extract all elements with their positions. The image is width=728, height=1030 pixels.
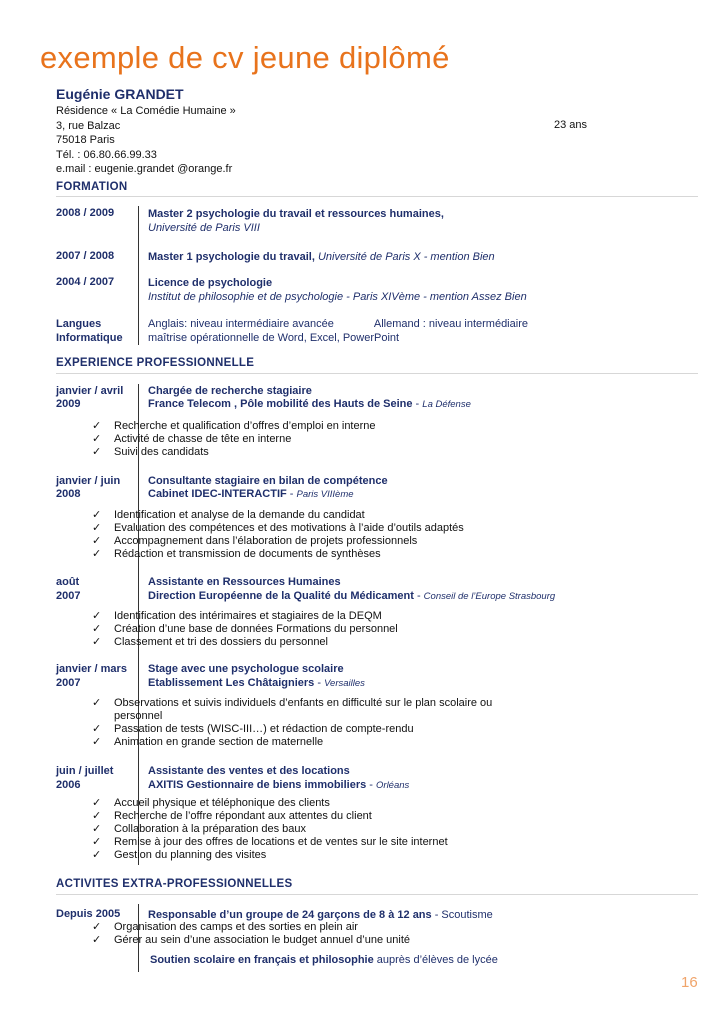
check-icon: ✓ xyxy=(92,836,102,848)
list-item: ✓ Organisation des camps et des sorties en plein air xyxy=(92,921,358,933)
check-icon: ✓ xyxy=(92,797,102,809)
check-icon: ✓ xyxy=(92,446,102,458)
list-item: ✓ Gestion du planning des visites xyxy=(92,849,267,861)
check-icon: ✓ xyxy=(92,509,102,521)
list-item: ✓ Création d’une base de données Formations du personnel xyxy=(92,623,398,635)
list-item: ✓ Recherche et qualification d’offres d’emploi en interne xyxy=(92,420,376,432)
list-item: ✓ Identification et analyse de la demande du candidat xyxy=(92,509,365,521)
check-icon: ✓ xyxy=(92,934,102,946)
list-item: ✓ Animation en grande section de maternelle xyxy=(92,736,324,748)
section-title-experience: EXPERIENCE PROFESSIONNELLE xyxy=(56,357,255,369)
experience-header: Assistante des ventes et des locations AXITIS Gestionnaire de biens immobiliers - Orléans xyxy=(148,765,410,791)
extra-role: Responsable d’un groupe de 24 garçons de 8 à 12 ans - Scoutisme xyxy=(148,909,493,921)
list-item: ✓ Collaboration à la préparation des baux xyxy=(92,823,307,835)
formation-date: 2004 / 2007 xyxy=(56,276,115,288)
list-item: ✓ Passation de tests (WISC-III…) et rédaction de compte-rendu xyxy=(92,723,414,735)
list-item: ✓ Suivi des candidats xyxy=(92,446,209,458)
formation-date: 2007 / 2008 xyxy=(56,250,115,262)
experience-header: Chargée de recherche stagiaire France Telecom , Pôle mobilité des Hauts de Seine - La Défense xyxy=(148,385,471,410)
contact-block xyxy=(56,104,236,177)
page-number: 16 xyxy=(681,974,698,991)
experience-period: janvier / mars 2007 xyxy=(56,663,127,689)
address-line-3: 75018 Paris xyxy=(56,134,115,146)
list-item: ✓ Activité de chasse de tête en interne xyxy=(92,433,292,445)
check-icon: ✓ xyxy=(92,433,102,445)
list-item-continuation: personnel xyxy=(114,710,163,722)
formation-detail: Master 2 psychologie du travail et ressources humaines, Université de Paris VIII xyxy=(148,208,444,234)
section-divider xyxy=(56,894,698,895)
formation-detail: Licence de psychologie Institut de philosophie et de psychologie - Paris XIVème - mention Assez Bien xyxy=(148,277,527,303)
soutien-scolaire: Soutien scolaire en français et philosophie auprès d’élèves de lycée xyxy=(150,954,498,966)
section-divider xyxy=(56,196,698,197)
list-item: ✓ Gérer au sein d’une association le budget annuel d’une unité xyxy=(92,934,410,946)
formation-detail: Master 1 psychologie du travail, Université de Paris X - mention Bien xyxy=(148,251,495,263)
list-item: ✓ Accueil physique et téléphonique des clients xyxy=(92,797,330,809)
check-icon: ✓ xyxy=(92,420,102,432)
page-title: exemple de cv jeune diplômé xyxy=(40,40,450,75)
experience-bullets xyxy=(92,420,376,459)
experience-bullets xyxy=(92,697,492,749)
check-icon: ✓ xyxy=(92,810,102,822)
list-item: ✓ Accompagnement dans l’élaboration de projets professionnels xyxy=(92,535,418,547)
experience-period: juin / juillet 2006 xyxy=(56,765,114,791)
experience-period: janvier / juin 2008 xyxy=(56,475,121,500)
check-icon: ✓ xyxy=(92,723,102,735)
list-item: ✓ Observations et suivis individuels d’enfants en difficulté sur le plan scolaire ou xyxy=(92,697,493,709)
candidate-name: Eugénie GRANDET xyxy=(56,86,184,102)
check-icon: ✓ xyxy=(92,823,102,835)
extra-period: Depuis 2005 xyxy=(56,908,121,920)
list-item: ✓ Remise à jour des offres de locations et de ventes sur le site internet xyxy=(92,836,448,848)
check-icon: ✓ xyxy=(92,921,102,933)
section-title-extra: ACTIVITES EXTRA-PROFESSIONNELLES xyxy=(56,878,293,890)
list-item: ✓ Rédaction et transmission de documents de synthèses xyxy=(92,548,381,560)
formation-date: 2008 / 2009 xyxy=(56,207,115,219)
check-icon: ✓ xyxy=(92,522,102,534)
address-line-2: 3, rue Balzac xyxy=(56,119,121,132)
section-divider xyxy=(56,373,698,374)
experience-period: janvier / avril 2009 xyxy=(56,385,124,410)
age: 23 ans xyxy=(554,119,588,131)
list-item: ✓ Identification des intérimaires et stagiaires de la DEQM xyxy=(92,610,382,622)
experience-period: août 2007 xyxy=(56,576,81,602)
list-item: ✓ Classement et tri des dossiers du personnel xyxy=(92,636,328,648)
check-icon: ✓ xyxy=(92,548,102,560)
experience-bullets xyxy=(92,509,464,561)
check-icon: ✓ xyxy=(92,535,102,547)
address-line-1: Résidence « La Comédie Humaine » xyxy=(56,105,236,117)
experience-header: Consultante stagiaire en bilan de compétence Cabinet IDEC-INTERACTIF - Paris VIIIème xyxy=(148,475,388,500)
check-icon: ✓ xyxy=(92,623,102,635)
languages-label: Langues Informatique xyxy=(56,318,123,344)
experience-header: Assistante en Ressources Humaines Direction Européenne de la Qualité du Médicament - Conseil de l’Europe Strasbourg xyxy=(148,576,556,602)
experience-bullets xyxy=(92,797,448,862)
check-icon: ✓ xyxy=(92,736,102,748)
phone: Tél. : 06.80.66.99.33 xyxy=(56,148,157,161)
experience-header: Stage avec une psychologue scolaire Etablissement Les Châtaigniers - Versailles xyxy=(148,663,365,689)
check-icon: ✓ xyxy=(92,697,102,709)
list-item: ✓ Recherche de l’offre répondant aux attentes du client xyxy=(92,810,372,822)
section-title-formation: FORMATION xyxy=(56,181,128,193)
languages-detail: Anglais: niveau intermédiaire avancée Allemand : niveau intermédiaire maîtrise opérationnelle de Word, Excel, PowerPoint xyxy=(148,318,528,344)
check-icon: ✓ xyxy=(92,849,102,861)
extra-bullets xyxy=(92,921,410,947)
list-item: ✓ Evaluation des compétences et des motivations à l’aide d’outils adaptés xyxy=(92,522,464,534)
experience-bullets xyxy=(92,610,398,649)
check-icon: ✓ xyxy=(92,636,102,648)
email: e.mail : eugenie.grandet @orange.fr xyxy=(56,163,233,175)
check-icon: ✓ xyxy=(92,610,102,622)
